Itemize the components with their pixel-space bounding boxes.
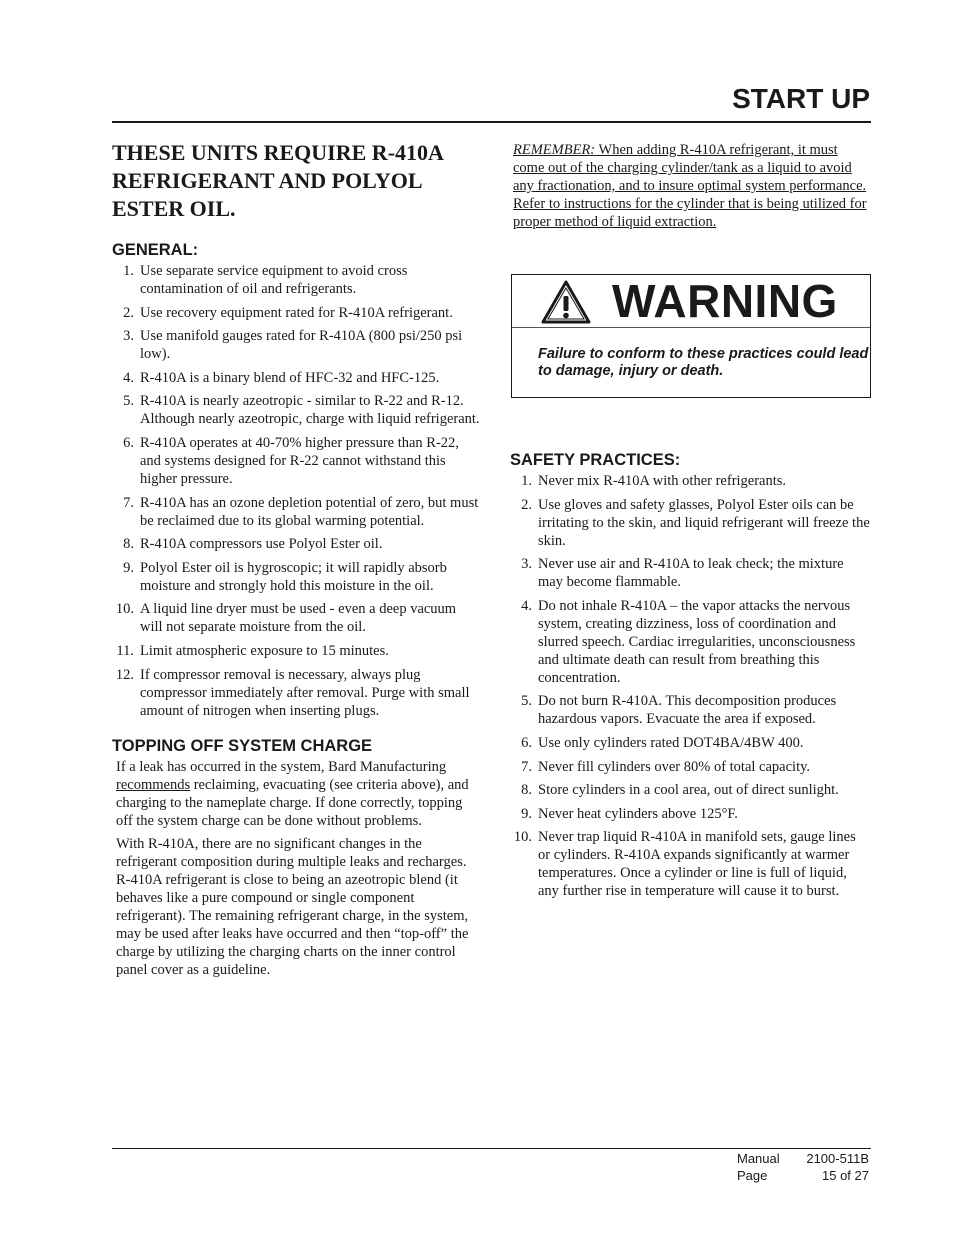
list-item: 1. Never mix R-410A with other refrigerants. — [521, 473, 787, 489]
footer-page-value: 15 of 27 — [822, 1168, 869, 1183]
list-item: 6. R-410A operates at 40-70% higher pressure than R-22, and systems designed for R-22 cannot withstand this higher pressure. — [123, 434, 459, 487]
warning-message: Failure to conform to these practices could lead to damage, injury or death. — [538, 346, 869, 379]
list-item: 4. R-410A is a binary blend of HFC-32 and HFC-125. — [123, 369, 440, 386]
safety-list — [510, 472, 871, 900]
warning-title: WARNING — [612, 275, 838, 327]
list-item: 12. If compressor removal is necessary, always plug compressor immediately after removal. Purge with small amount of nitrogen when inserting plugs. — [115, 666, 470, 719]
list-item: 8. R-410A compressors use Polyol Ester oil. — [123, 536, 383, 553]
safety-section — [510, 450, 871, 906]
list-item: 11. Limit atmospheric exposure to 15 minutes. — [116, 642, 389, 659]
warning-box — [511, 274, 871, 398]
remember-note: REMEMBER: When adding R-410A refrigerant, it must come out of the charging cylinder/tank as a liquid to avoid any fractionation, and to insure optimal system performance. Refer to instructions for the cylinder that is being utilized for proper method of liquid extraction. — [513, 142, 867, 230]
list-item: 7. Never fill cylinders over 80% of total capacity. — [521, 758, 811, 775]
safety-heading: SAFETY PRACTICES: — [510, 451, 681, 469]
right-column — [510, 141, 871, 231]
list-item: 1. Use separate service equipment to avoid cross contamination of oil and refrigerants. — [123, 263, 408, 297]
list-item: 4. Do not inhale R-410A – the vapor attacks the nervous system, creating dizziness, loss of coordination and slurred speech. Cardiac irregularities, unconsciousness and ultimate death can result from breathing this concentration. — [521, 597, 856, 686]
footer-manual-label: Manual — [737, 1151, 780, 1166]
list-item: 7. R-410A has an ozone depletion potential of zero, but must be reclaimed due to its global warming potential. — [123, 494, 479, 529]
list-item: 2. Use gloves and safety glasses, Polyol Ester oils can be irritating to the skin, and liquid refrigerant will freeze the skin. — [521, 496, 870, 549]
page-title: START UP — [732, 83, 870, 114]
general-list — [112, 262, 480, 720]
list-item: 10. Never trap liquid R-410A in manifold sets, gauge lines or cylinders. R-410A expands significantly at warmer temperatures. Once a cylinder or line is full of liquid, any further rise in temperature will cause it to burst. — [513, 829, 856, 900]
header-rule — [112, 121, 871, 123]
general-heading: GENERAL: — [112, 241, 199, 259]
list-item: 10. A liquid line dryer must be used - even a deep vacuum will not separate moisture from the oil. — [115, 601, 457, 636]
footer-page-label: Page — [737, 1168, 768, 1183]
footer-manual-row — [737, 1150, 869, 1167]
left-column — [112, 139, 480, 984]
warning-header — [512, 275, 870, 328]
footer-manual-value: 2100-511B — [806, 1151, 869, 1166]
list-item: 3. Use manifold gauges rated for R-410A (800 psi/250 psi low). — [123, 328, 463, 363]
page-footer — [737, 1150, 869, 1184]
list-item: 5. Do not burn R-410A. This decomposition produces hazardous vapors. Evacuate the area if exposed. — [521, 693, 837, 728]
topping-off-heading: TOPPING OFF SYSTEM CHARGE — [112, 736, 373, 755]
list-item: 9. Polyol Ester oil is hygroscopic; it will rapidly absorb moisture and strongly hold this moisture in the oil. — [123, 559, 447, 594]
footer-page-row — [737, 1167, 869, 1184]
list-item: 5. R-410A is nearly azeotropic - similar to R-22 and R-12. Although nearly azeotropic, charge with liquid refrigerant. — [123, 393, 480, 428]
warning-triangle-icon — [540, 279, 592, 325]
list-item: 2. Use recovery equipment rated for R-410A refrigerant. — [123, 304, 453, 321]
list-item: 3. Never use air and R-410A to leak check; the mixture may become flammable. — [521, 556, 844, 591]
main-heading: THESE UNITS REQUIRE R-410A REFRIGERANT AND POLYOL ESTER OIL. — [112, 140, 443, 221]
topping-off-paragraph-1: If a leak has occurred in the system, Bard Manufacturing recommends reclaiming, evacuating (see criteria above), and charging to the nameplate charge. If done correctly, topping off the system charge can be done without problems. — [116, 758, 469, 829]
list-item: 8. Store cylinders in a cool area, out of direct sunlight. — [521, 782, 839, 799]
topping-off-paragraph-2: With R-410A, there are no significant changes in the refrigerant composition during multiple leaks and recharges. R-410A refrigerant is close to being an azeotropic blend (it behaves like a pure compound or single component refrigerant). The remaining refrigerant charge, in the system, may be used after leaks have occurred and then “top-off” the charge by utilizing the charging charts on the inner control panel cover as a guideline. — [116, 835, 469, 978]
list-item: 6. Use only cylinders rated DOT4BA/4BW 400. — [521, 734, 804, 751]
list-item: 9. Never heat cylinders above 125°F. — [521, 805, 738, 822]
footer-rule — [112, 1148, 871, 1149]
